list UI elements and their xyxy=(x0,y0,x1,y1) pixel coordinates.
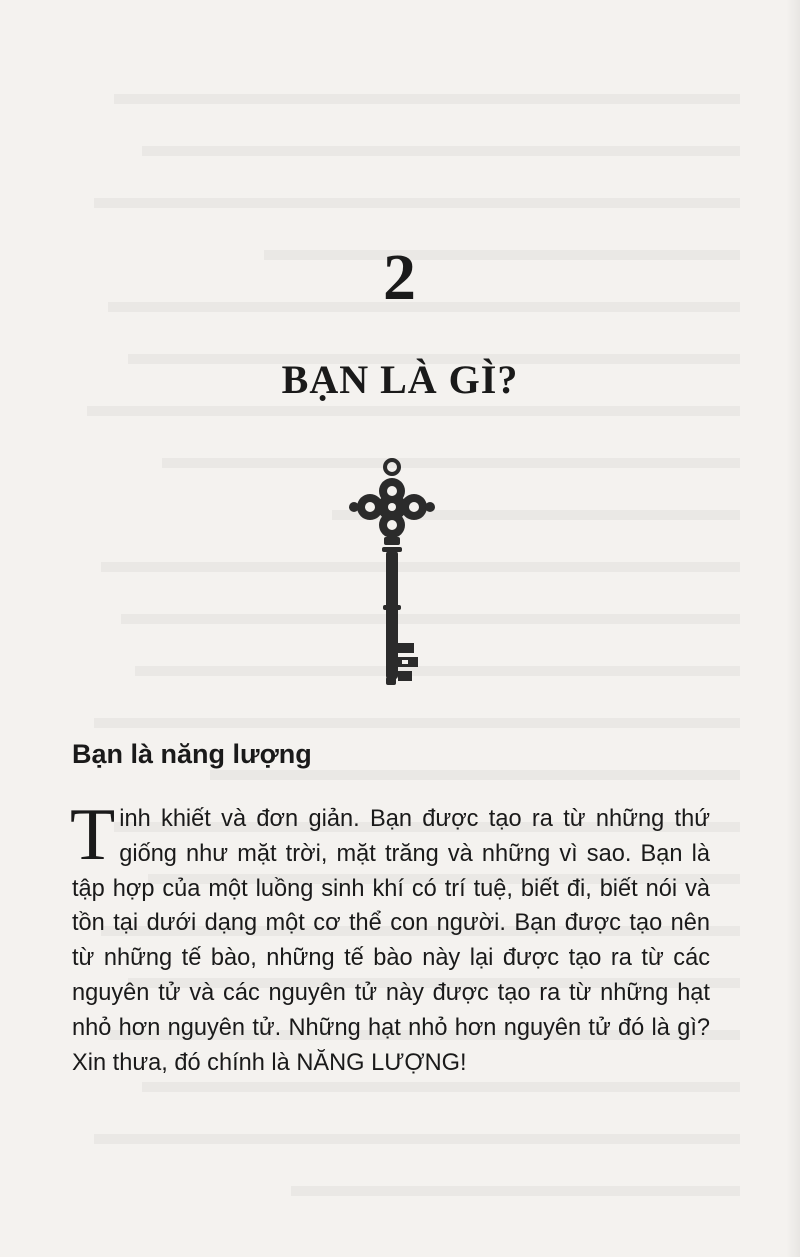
page-edge-shadow xyxy=(786,0,800,1257)
chapter-number: 2 xyxy=(383,241,417,314)
antique-key-icon xyxy=(344,455,440,705)
body-text: inh khiết và đơn giản. Bạn được tạo ra từ những thứ giống như mặt trời, mặt trăng và những vì sao. Bạn là tập hợp của một luồng sinh khí có trí tuệ, biết đi, biết nói và tồn tại dưới dạng một cơ thể con người. Bạn được tạo nên từ những tế bào, những tế bào này lại được tạo ra từ các nguyên tử và các nguyên tử này được tạo ra từ những hạt nhỏ hơn nguyên tử. Những hạt nhỏ hơn nguyên tử đó là gì? Xin thưa, đó chính là NĂNG LƯỢNG! xyxy=(72,806,710,1076)
body-paragraph xyxy=(70,794,710,1080)
chapter-title: BẠN LÀ GÌ? xyxy=(281,357,519,402)
drop-cap: T xyxy=(70,794,116,876)
section-heading: Bạn là năng lượng xyxy=(72,739,312,769)
